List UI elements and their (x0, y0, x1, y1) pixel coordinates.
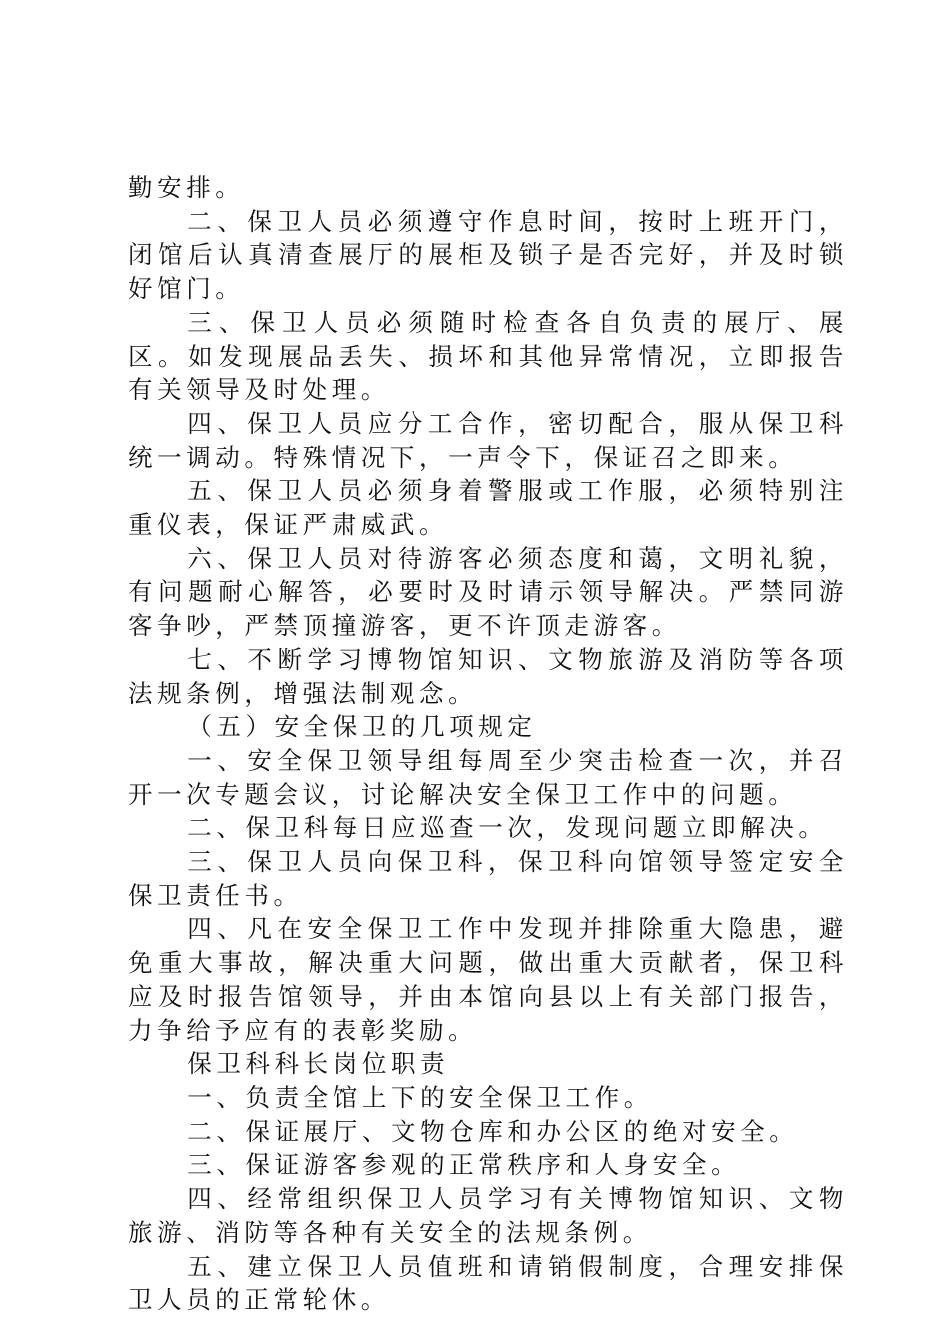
paragraph: 二、保卫人员必须遵守作息时间，按时上班开门，闭馆后认真清查展厅的展柜及锁子是否完好，并及时锁好馆门。 (128, 206, 848, 304)
section-heading: 保卫科科长岗位职责 (187, 1049, 450, 1079)
paragraph: 七、不断学习博物馆知识、文物旅游及消防等各项法规条例，增强法制观念。 (128, 644, 848, 708)
document-body (128, 171, 848, 1317)
section-heading: （五）安全保卫的几项规定 (187, 712, 537, 742)
paragraph: 一、负责全馆上下的安全保卫工作。 (187, 1082, 653, 1112)
paragraph: 一、安全保卫领导组每周至少突击检查一次，并召开一次专题会议，讨论解决安全保卫工作中的问题。 (128, 745, 848, 809)
paragraph: 六、保卫人员对待游客必须态度和蔼，文明礼貌，有问题耐心解答，必要时及时请示领导解决。严禁同游客争吵，严禁顶撞游客，更不许顶走游客。 (128, 543, 848, 641)
paragraph: 四、保卫人员应分工合作，密切配合，服从保卫科统一调动。特殊情况下，一声令下，保证召之即来。 (128, 408, 848, 472)
paragraph: 四、凡在安全保卫工作中发现并排除重大隐患，避免重大事故，解决重大问题，做出重大贡献者，保卫科应及时报告馆领导，并由本馆向县以上有关部门报告，力争给予应有的表彰奖励。 (128, 914, 848, 1045)
paragraph: 五、建立保卫人员值班和请销假制度，合理安排保卫人员的正常轮休。 (128, 1251, 848, 1315)
paragraph: 勤安排。 (128, 173, 245, 202)
paragraph: 四、经常组织保卫人员学习有关博物馆知识、文物旅游、消防等各种有关安全的法规条例。 (128, 1184, 848, 1247)
paragraph: 二、保卫科每日应巡查一次，发现问题立即解决。 (187, 813, 828, 843)
paragraph: 三、保卫人员必须随时检查各自负责的展厅、展区。如发现展品丢失、损坏和其他异常情况，立即报告有关领导及时处理。 (128, 307, 848, 405)
paragraph: 三、保证游客参观的正常秩序和人身安全。 (187, 1150, 741, 1180)
paragraph: 三、保卫人员向保卫科，保卫科向馆领导签定安全保卫责任书。 (128, 847, 848, 910)
paragraph: 二、保证展厅、文物仓库和办公区的绝对安全。 (187, 1116, 799, 1146)
paragraph: 五、保卫人员必须身着警服或工作服，必须特别注重仪表，保证严肃威武。 (128, 476, 848, 540)
